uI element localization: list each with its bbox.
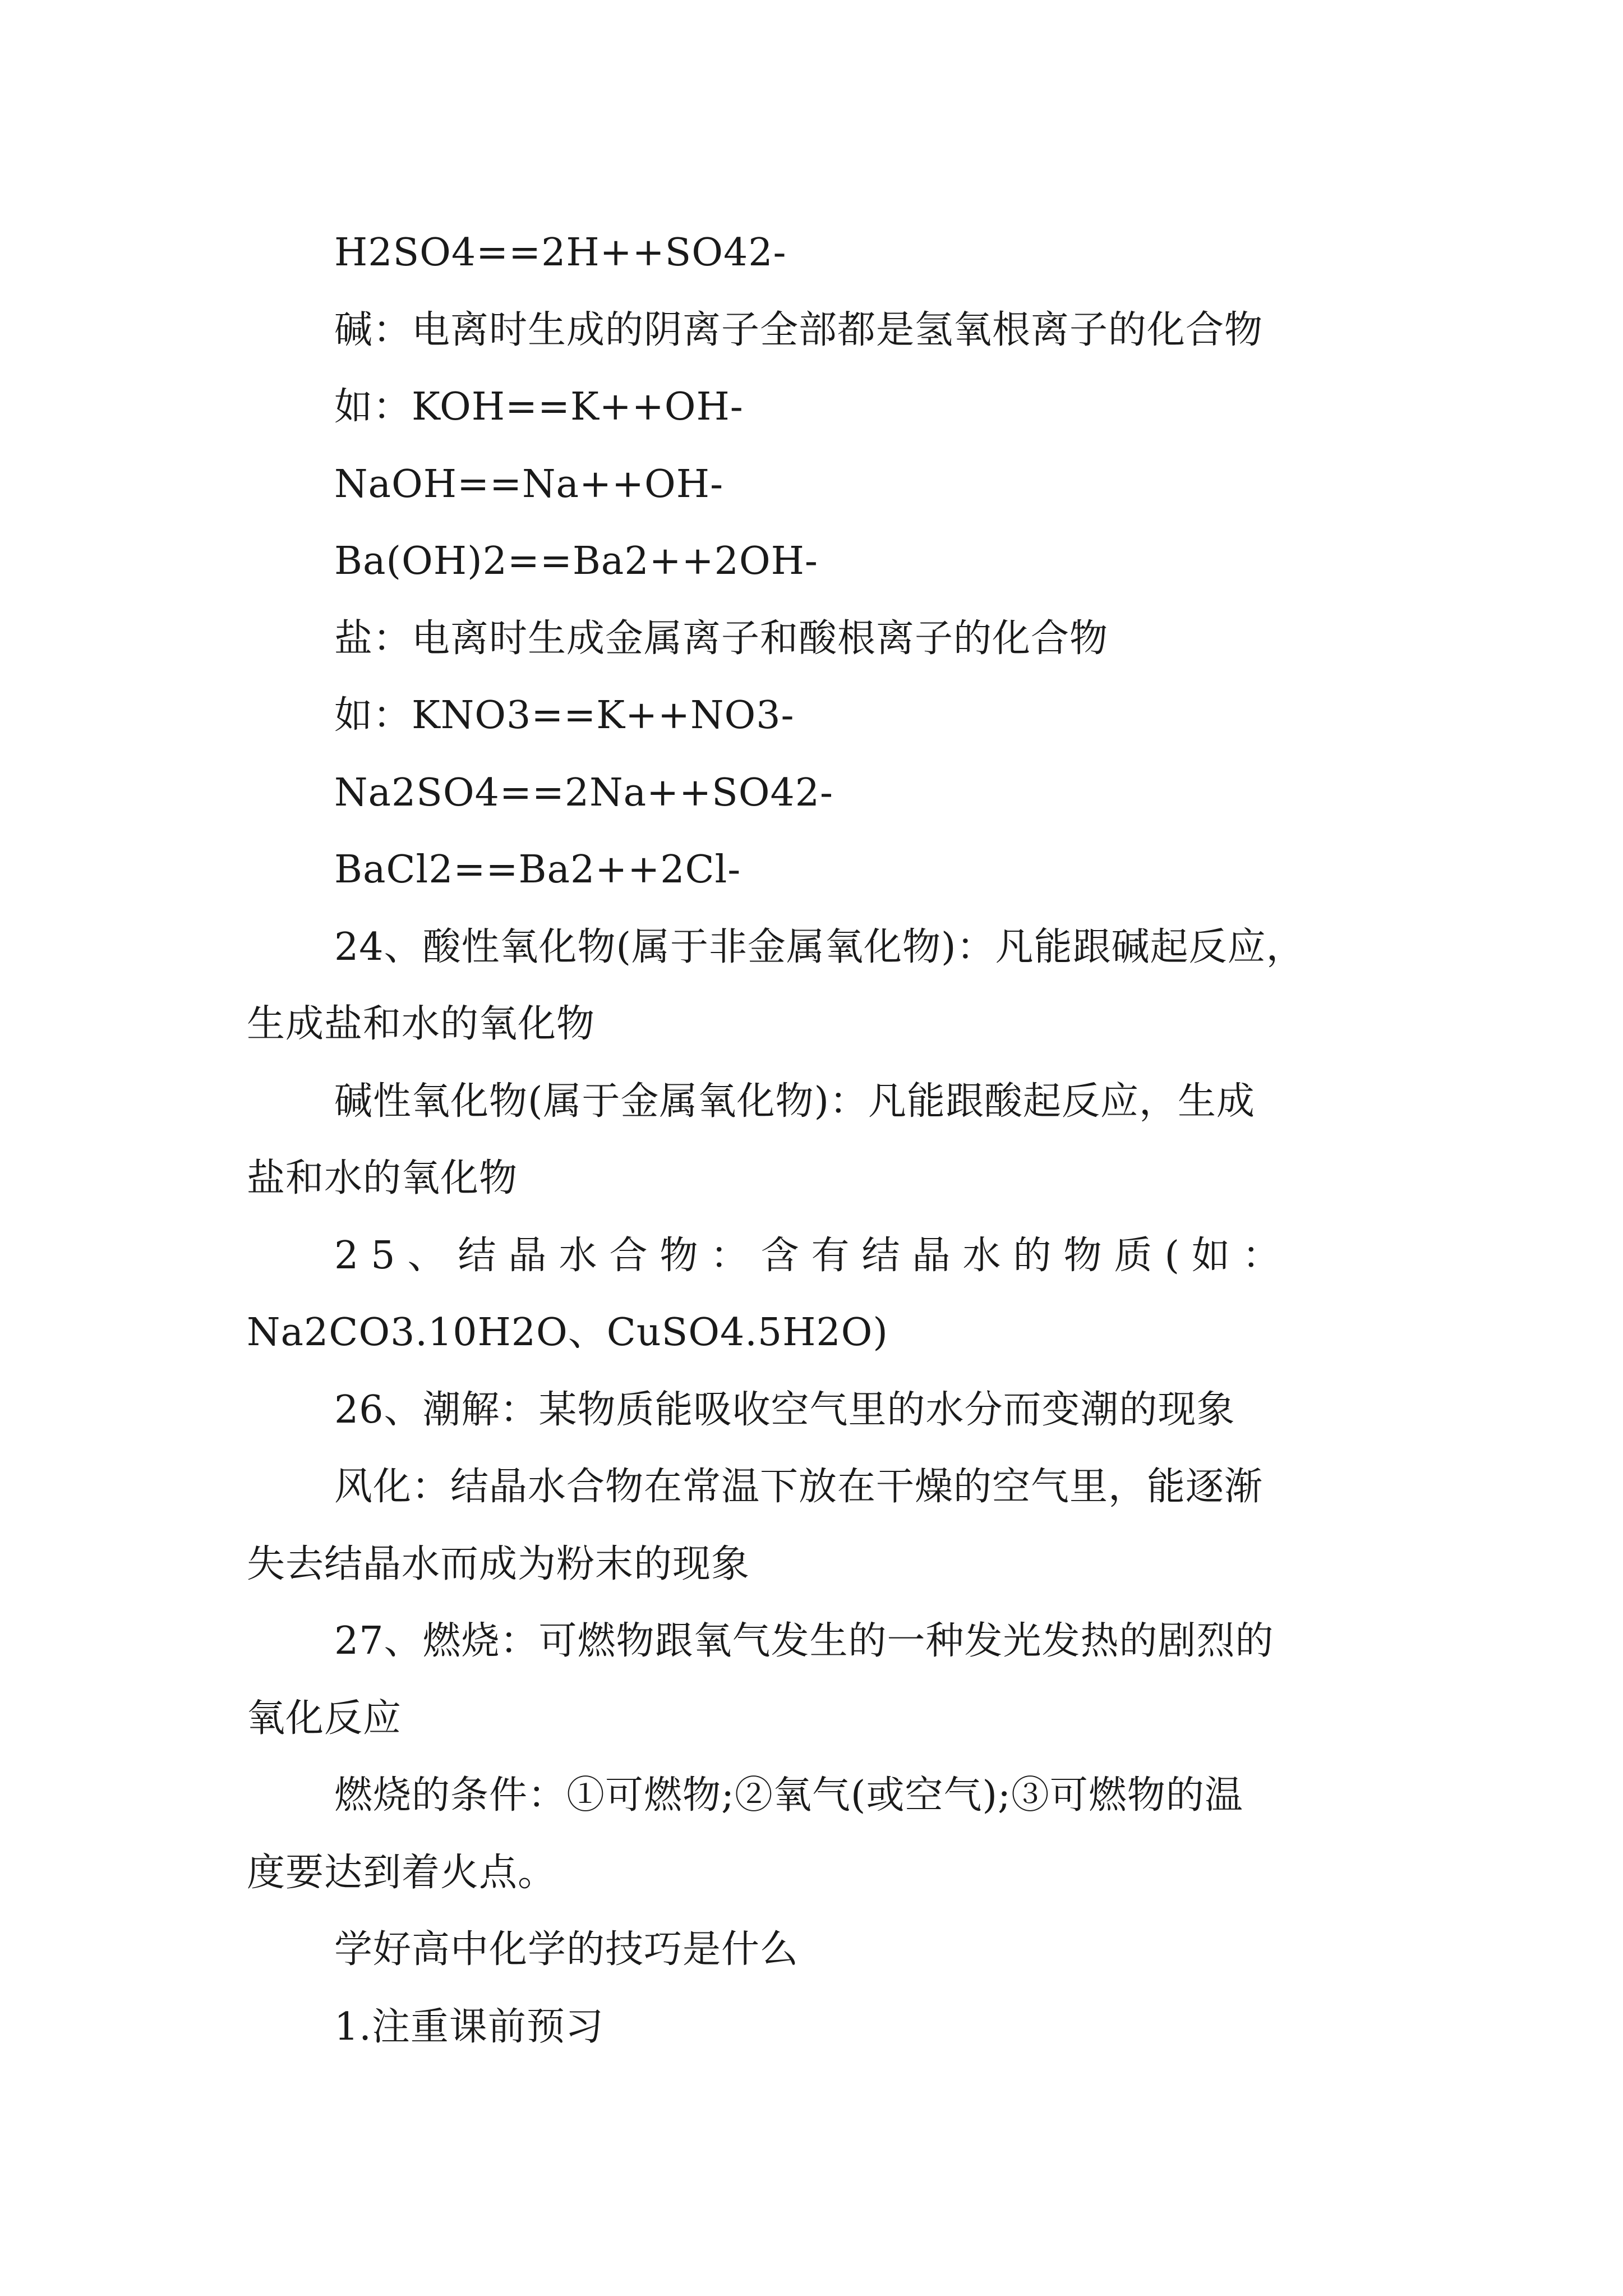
- efflorescence-continuation: 失去结晶水而成为粉末的现象: [247, 1542, 750, 1586]
- definition-salt: 盐：电离时生成金属离子和酸根离子的化合物: [334, 616, 1109, 661]
- item-27-combustion: 27、燃烧：可燃物跟氧气发生的一种发光发热的剧烈的: [334, 1619, 1274, 1663]
- equation-na2so4: Na2SO4==2Na++SO42-: [334, 770, 833, 815]
- basic-oxide-continuation: 盐和水的氧化物: [247, 1156, 518, 1200]
- item-24-continuation: 生成盐和水的氧化物: [247, 1002, 596, 1046]
- item-26-deliquescence: 26、潮解：某物质能吸收空气里的水分而变潮的现象: [334, 1387, 1235, 1432]
- equation-baoh2: Ba(OH)2==Ba2++2OH-: [334, 539, 818, 583]
- equation-bacl2: BaCl2==Ba2++2Cl-: [334, 848, 741, 892]
- section-heading-tips: 学好高中化学的技巧是什么: [334, 1927, 799, 1972]
- equation-koh: 如：KOH==K++OH-: [334, 385, 744, 429]
- document-body: [247, 214, 1380, 2065]
- combustion-conditions: 燃烧的条件：①可燃物;②氧气(或空气);③可燃物的温: [334, 1773, 1243, 1818]
- tip-1-preview: 1.注重课前预习: [334, 2004, 604, 2049]
- efflorescence-definition: 风化：结晶水合物在常温下放在干燥的空气里，能逐渐: [334, 1465, 1264, 1509]
- basic-oxide-definition: 碱性氧化物(属于金属氧化物)：凡能跟酸起反应，生成: [334, 1079, 1256, 1124]
- definition-base: 碱：电离时生成的阴离子全部都是氢氧根离子的化合物: [334, 307, 1264, 352]
- item-24-acidic-oxide: 24、酸性氧化物(属于非金属氧化物)：凡能跟碱起反应，: [334, 924, 1305, 969]
- item-25-hydrate: 25、结晶水合物：含有结晶水的物质(如：: [334, 1233, 1293, 1278]
- combustion-conditions-continuation: 度要达到着火点。: [247, 1850, 557, 1895]
- item-25-continuation: Na2CO3.10H2O、CuSO4.5H2O): [247, 1310, 888, 1355]
- equation-naoh: NaOH==Na++OH-: [334, 462, 724, 507]
- item-27-continuation: 氧化反应: [247, 1696, 402, 1741]
- equation-h2so4: H2SO4==2H++SO42-: [334, 231, 787, 275]
- equation-kno3: 如：KNO3==K++NO3-: [334, 693, 795, 738]
